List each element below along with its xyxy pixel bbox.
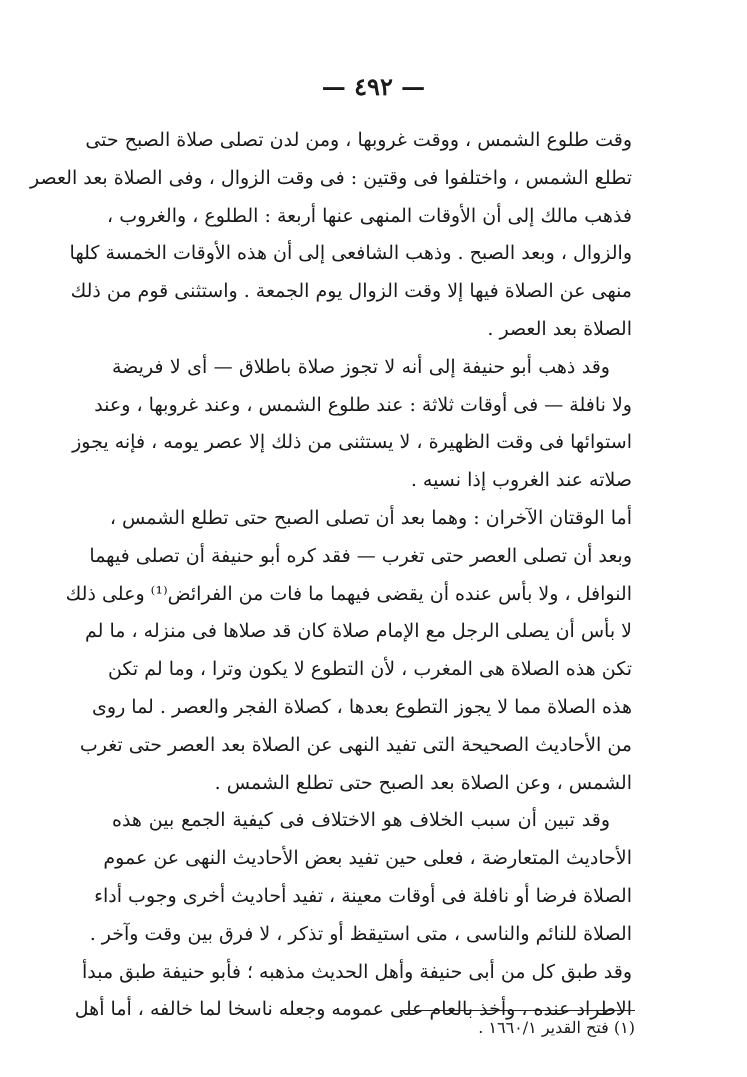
text-line: صلاته عند الغروب إذا نسيه . [410,469,632,492]
text-line: تطلع الشمس ، واختلفوا فى وقتين : فى وقت الزوال ، وفى الصلاة بعد العصر [30,166,632,189]
text-line: منهى عن الصلاة فيها إلا وقت الزوال يوم الجمعة . واستثنى قوم من ذلك [70,280,632,303]
page-number: — ٤٩٢ — [321,72,426,101]
text-line: الشمس ، وعن الصلاة بعد الصبح حتى تطلع الشمس . [214,771,632,794]
text-line: الصلاة بعد العصر . [487,317,632,340]
text-line: وقد تبين أن سبب الخلاف هو الاختلاف فى كيفية الجمع بين هذه [112,809,610,832]
text-line: تكن هذه الصلاة هى المغرب ، لأن التطوع لا يكون وترا ، وما لم تكن [107,658,632,681]
text-line: والزوال ، وبعد الصبح . وذهب الشافعى إلى أن هذه الأوقات الخمسة كلها [69,242,632,265]
text-line: لا بأس أن يصلى الرجل مع الإمام صلاة كان قد صلاها فى منزله ، ما لم [84,620,632,643]
footnote-divider [400,1010,635,1011]
text-line: فذهب مالك إلى أن الأوقات المنهى عنها أربعة : الطلوع ، والغروب ، [107,204,632,227]
text-line: الاطراد عنده ، وأخذ بالعام على عمومه وجعله ناسخا لما خالفه ، أما أهل [74,998,632,1021]
text-line: استوائها فى وقت الظهيرة ، لا يستثنى من ذلك إلا عصر يومه ، فإنه يجوز [72,431,632,454]
text-line: وقت طلوع الشمس ، ووقت غروبها ، ومن لدن تصلى صلاة الصبح حتى [85,129,632,151]
text-line: الصلاة للنائم والناسى ، متى استيقظ أو تذكر ، لا فرق بين وقت وآخر . [89,922,632,945]
text-line: من الأحاديث الصحيحة التى تفيد النهى عن الصلاة بعد العصر حتى تغرب [79,733,632,756]
text-line: وقد طبق كل من أبى حنيفة وأهل الحديث مذهبه ؛ فأبو حنيفة طبق مبدأ [81,960,632,983]
text-line: ولا نافلة — فى أوقات ثلاثة : عند طلوع الشمس ، وعند غروبها ، وعند [94,393,632,416]
text-line: الصلاة فرضا أو نافلة فى أوقات معينة ، تفيد أحاديث أخرى وجوب أداء [94,884,632,907]
text-line: وبعد أن تصلى العصر حتى تغرب — فقد كره أبو حنيفة أن تصلى فيهما [89,544,632,567]
text-line: النوافل ، ولا بأس عنده أن يقضى فيهما ما فات من الفرائض⁽¹⁾ وعلى ذلك [65,582,632,605]
text-line: وقد ذهب أبو حنيفة إلى أنه لا تجوز صلاة باطلاق — أى لا فريضة [112,355,610,378]
text-line: الأحاديث المتعارضة ، فعلى حين تفيد بعض الأحاديث النهى عن عموم [103,847,632,870]
text-line: أما الوقتان الآخران : وهما بعد أن تصلى الصبح حتى تطلع الشمس ، [109,506,632,529]
text-line: هذه الصلاة مما لا يجوز التطوع بعدها ، كصلاة الفجر والعصر . لما روى [92,695,632,718]
body-text [30,122,632,1029]
footnote: (١) فتح القدير ١٦٦٠/١ . [478,1018,635,1037]
